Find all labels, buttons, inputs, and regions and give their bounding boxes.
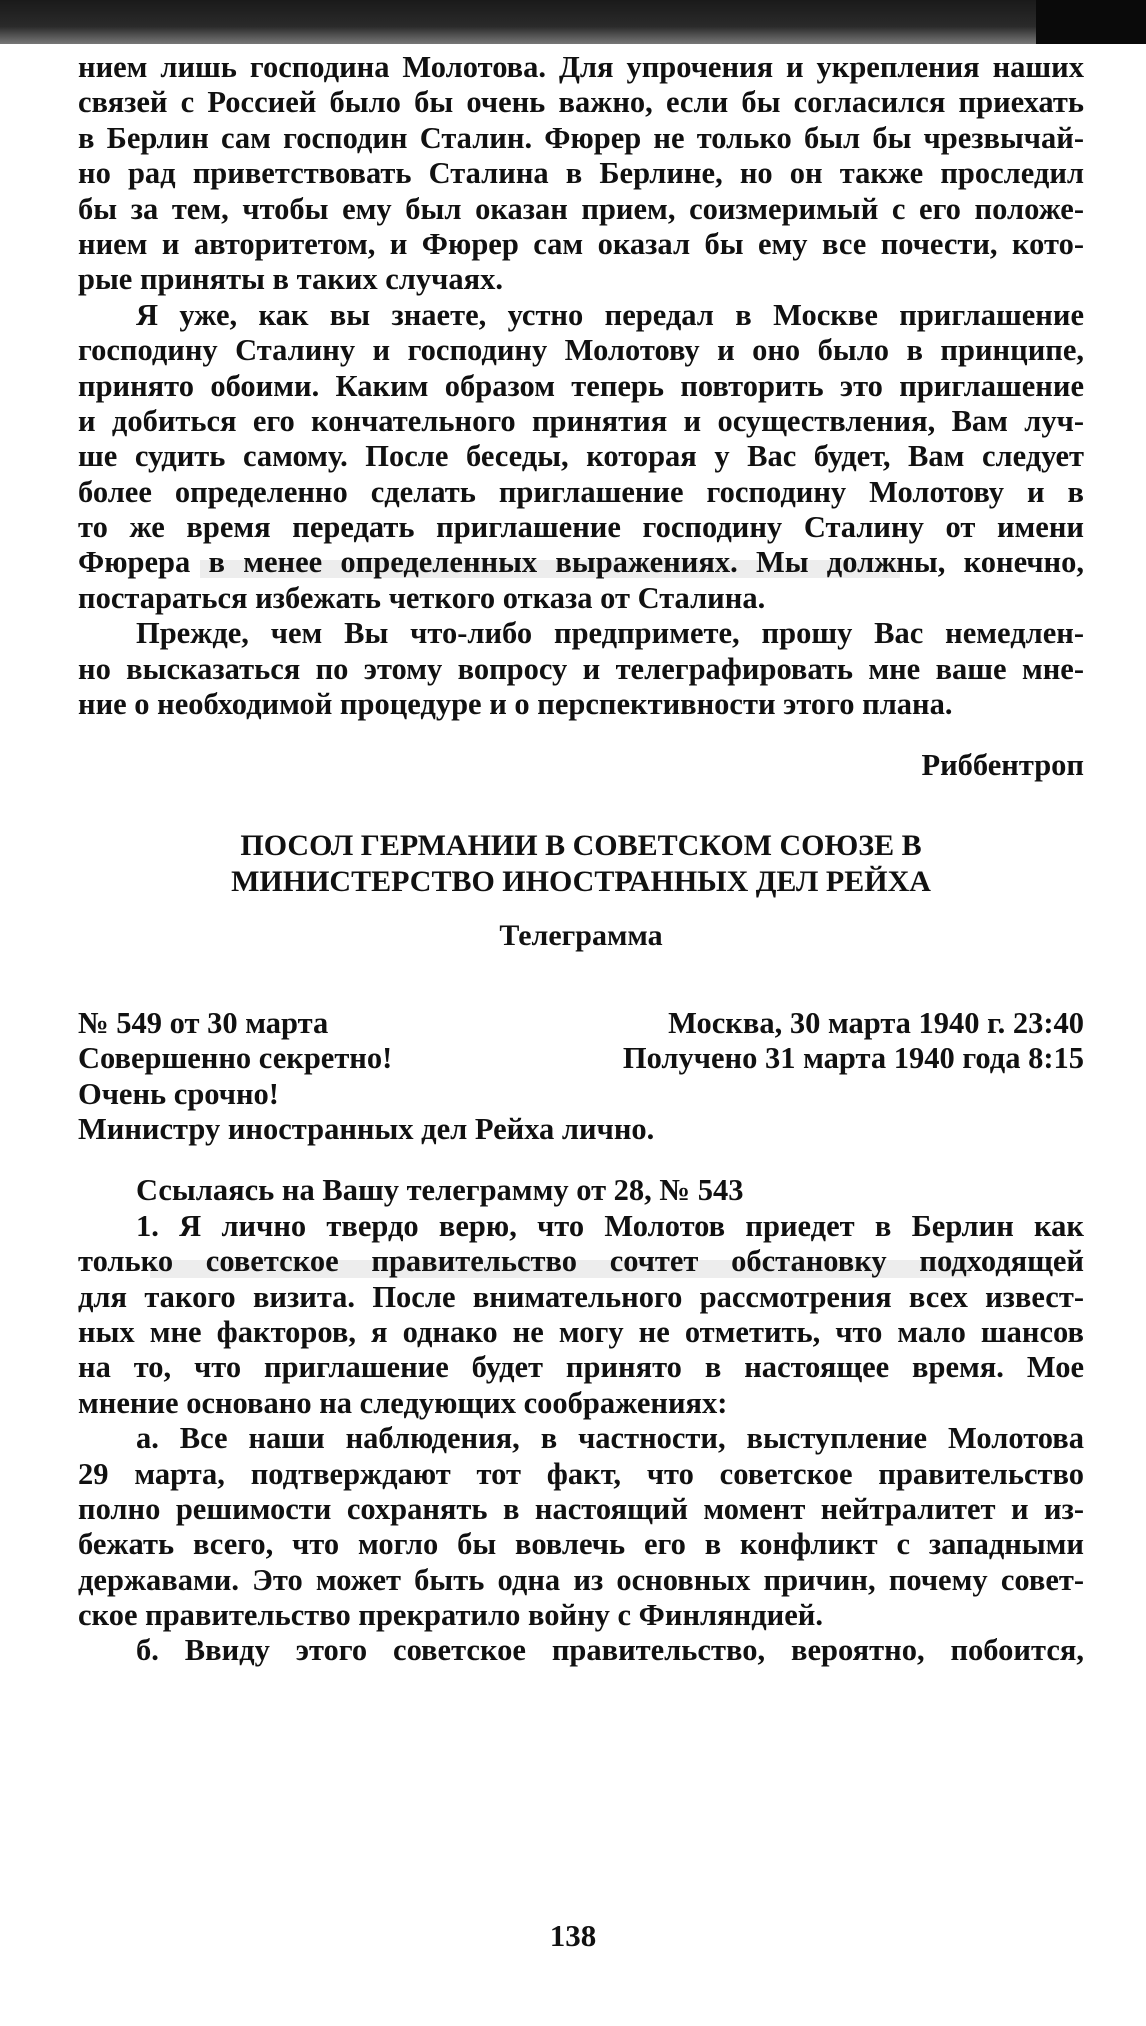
text-line: на то, что приглашение будет принято в настоящее время. Мое [78,1350,1084,1385]
secrecy-mark: Совершенно секретно! [78,1041,393,1076]
place-date: Москва, 30 марта 1940 г. 23:40 [668,1005,1084,1040]
text-line: связей с Россией было бы очень важно, если бы согласился приехать [78,85,1084,120]
text-line: в Берлин сам господин Сталин. Фюрер не только был бы чрезвычай- [78,120,1084,155]
text-line: бежать всего, что могло бы вовлечь его в конфликт с западными [78,1527,1084,1562]
text-line: нием лишь господина Молотова. Для упрочения и укрепления наших [78,50,1084,84]
paragraph-2 [78,298,1084,617]
text-line: б. Ввиду этого советское правительство, вероятно, побоится, [136,1633,1084,1668]
text-line: а. Все наши наблюдения, в частности, выступление Молотова [136,1421,1084,1456]
text-line: ское правительство прекратило войну с Финляндией. [78,1598,823,1633]
document-page [78,50,1084,1669]
scan-top-edge [0,0,1146,44]
received-time: Получено 31 марта 1940 года 8:15 [622,1041,1084,1076]
text-line: Фюрера в менее определенных выражениях. Мы должны, конечно, [78,545,1084,580]
paragraph-1 [78,50,1084,298]
scan-corner-shadow [1036,0,1146,44]
text-line: мнение основано на следующих соображениях: [78,1385,728,1420]
text-line: Прежде, чем Вы что-либо предпримете, прошу Вас немедлен- [136,616,1084,651]
text-line: но высказаться по этому вопросу и телеграфировать мне ваше мне- [78,651,1084,686]
heading-sender: ПОСОЛ ГЕРМАНИИ В СОВЕТСКОМ СОЮЗЕ В [240,828,922,862]
text-line: бы за тем, чтобы ему был оказан прием, соизмеримый с его положе- [78,191,1084,226]
paragraph-3 [78,616,1084,722]
text-line: постараться избежать четкого отказа от Сталина. [78,580,766,615]
paragraph-4 [78,1209,1084,1421]
text-line: 1. Я лично твердо верю, что Молотов приедет в Берлин как [136,1208,1084,1243]
text-line: рые приняты в таких случаях. [78,262,503,297]
text-line: полно решимости сохранять в настоящий момент нейтралитет и из- [78,1491,1084,1526]
telegram-number: № 549 от 30 марта [78,1005,329,1040]
text-line: и добиться его кончательного принятия и осуществления, Вам луч- [78,403,1084,438]
text-line: державами. Это может быть одна из основных причин, почему совет- [78,1562,1084,1597]
text-line: для такого визита. После внимательного рассмотрения всех извест- [78,1279,1084,1314]
text-line: нием и авторитетом, и Фюрер сам оказал бы ему все почести, кото- [78,226,1084,261]
text-line: Я уже, как вы знаете, устно передал в Москве приглашение [136,297,1084,332]
text-line: только советское правительство сочтет обстановку подходящей [78,1244,1084,1279]
text-line: ных мне факторов, я однако не могу не отметить, что мало шансов [78,1314,1084,1349]
text-line: господину Сталину и господину Молотову и оно было в принципе, [78,333,1084,368]
doc-type-title: Телеграмма [499,918,663,952]
text-line: принято обоими. Каким образом теперь повторить это приглашение [78,368,1084,403]
reference-line: Ссылаясь на Вашу телеграмму от 28, № 543 [136,1173,744,1208]
text-line: 29 марта, подтверждают тот факт, что советское правительство [78,1456,1084,1491]
paragraph-6 [78,1633,1084,1668]
signature: Риббентроп [921,748,1084,783]
urgency-mark: Очень срочно! [78,1076,279,1111]
text-line: более определенно сделать приглашение господину Молотову и в [78,474,1084,509]
page-number: 138 [549,1918,597,1953]
text-line: то же время передать приглашение господину Сталину от имени [78,510,1084,545]
addressee: Министру иностранных дел Рейха лично. [78,1111,655,1146]
paragraph-5 [78,1421,1084,1633]
text-line: ше судить самому. После беседы, которая у Вас будет, Вам следует [78,439,1084,474]
heading-recipient: МИНИСТЕРСТВО ИНОСТРАННЫХ ДЕЛ РЕЙХА [231,864,931,898]
meta-row-1 [78,1006,1084,1041]
meta-row-2 [78,1041,1084,1076]
text-line: но рад приветствовать Сталина в Берлине, но он также проследил [78,156,1084,191]
text-line: ние о необходимой процедуре и о перспективности этого плана. [78,687,953,722]
